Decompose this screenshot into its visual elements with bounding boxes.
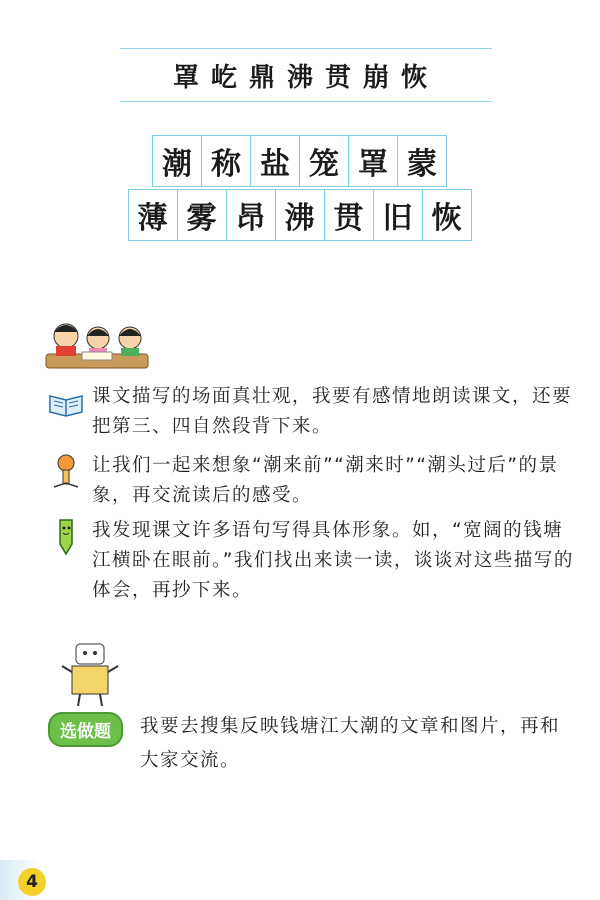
char-cell: 罩 [348, 135, 398, 187]
char-cell: 沸 [275, 189, 325, 241]
optional-task-badge: 选做题 [48, 712, 123, 747]
char-cell: 潮 [152, 135, 202, 187]
microphone-icon [46, 451, 86, 491]
optional-task-text: 我要去搜集反映钱塘江大潮的文章和图片，再和大家交流。 [140, 716, 561, 771]
char-cell: 笼 [299, 135, 349, 187]
char-cell: 旧 [373, 189, 423, 241]
phrase-band [120, 48, 492, 102]
char-cell: 称 [201, 135, 251, 187]
children-reading-illustration [42, 318, 152, 370]
phrase-band-text: 罩屹鼎沸贯崩恢 [172, 62, 439, 93]
char-cell: 贯 [324, 189, 374, 241]
robot-mascot-illustration [60, 640, 120, 710]
char-cell: 盐 [250, 135, 300, 187]
char-cell: 恢 [422, 189, 472, 241]
char-cell: 薄 [128, 189, 178, 241]
char-cell: 雾 [177, 189, 227, 241]
char-grid-row-1 [0, 135, 600, 187]
page-number: 4 [18, 868, 46, 896]
char-cell: 昂 [226, 189, 276, 241]
pencil-icon [46, 516, 86, 556]
char-cell: 蒙 [397, 135, 447, 187]
char-grid-row-2 [0, 189, 600, 241]
open-book-icon [46, 382, 86, 422]
activity-text: 我发现课文许多语句写得具体形象。如，“宽阔的钱塘江横卧在眼前。”我们找出来读一读，谈谈对这些描写的体会，再抄下来。 [92, 520, 574, 601]
activity-text: 课文描写的场面真壮观，我要有感情地朗读课文，还要把第三、四自然段背下来。 [92, 386, 573, 437]
activity-text: 让我们一起来想象“潮来前”“潮来时”“潮头过后”的景象，再交流读后的感受。 [92, 455, 559, 506]
